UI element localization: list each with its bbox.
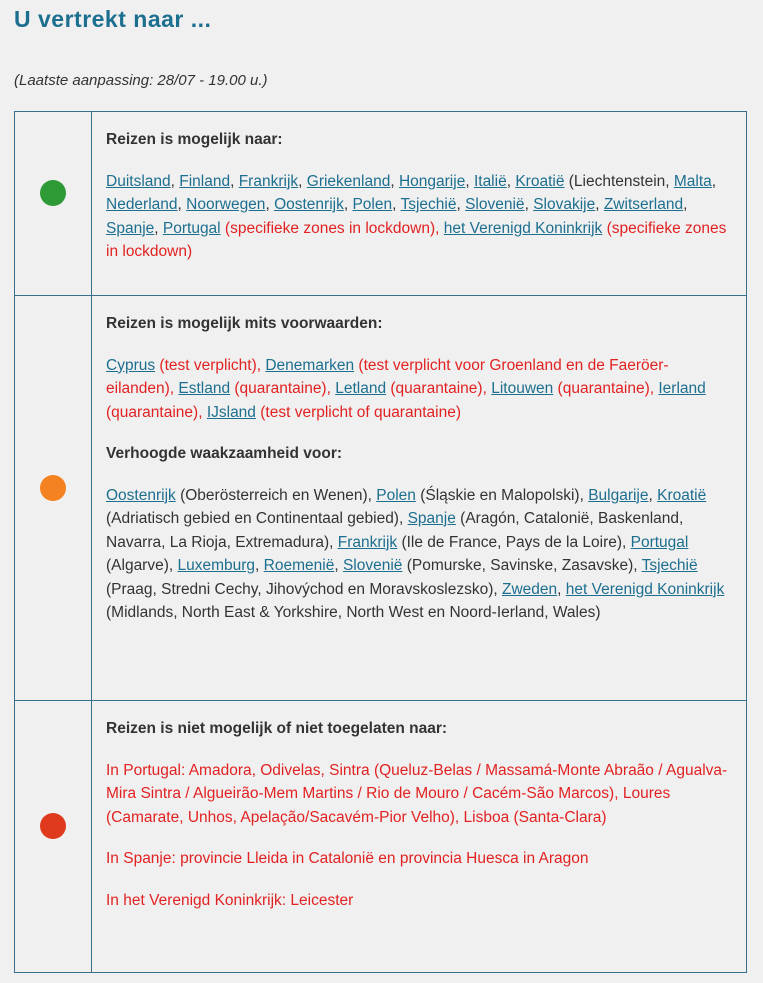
region-text: , <box>524 196 534 213</box>
country-link[interactable]: Spanje <box>106 219 155 237</box>
region-text: (Oberösterreich en Wenen), <box>175 486 377 504</box>
region-text: (Ile de France, Pays de la Loire), <box>397 533 631 551</box>
country-link[interactable]: Portugal <box>162 219 221 237</box>
region-text: , <box>392 196 401 213</box>
country-link[interactable]: Roemenië <box>263 557 335 574</box>
page-title: U vertrekt naar ... <box>14 6 212 32</box>
country-link[interactable]: het Verenigd Koninkrijk <box>565 580 725 598</box>
region-text: , <box>711 172 717 190</box>
country-link[interactable]: Portugal <box>630 533 689 551</box>
condition-note: (quarantaine), <box>230 380 336 397</box>
region-text: , <box>170 172 180 190</box>
region-text: (Pomurske, Savinske, Zasavske), <box>402 557 642 574</box>
region-text: , <box>334 557 343 574</box>
country-link[interactable]: Zweden <box>502 580 558 598</box>
country-link[interactable]: Nederland <box>106 196 178 213</box>
country-link[interactable]: Zwitserland <box>603 196 684 213</box>
country-link[interactable]: Slovenië <box>465 196 525 213</box>
region-text: , <box>456 196 466 213</box>
country-link[interactable]: Malta <box>673 172 712 190</box>
status-row-red <box>15 701 747 973</box>
country-link[interactable]: Slovenië <box>342 557 403 574</box>
country-link[interactable]: Oostenrijk <box>274 196 344 213</box>
region-text: , <box>230 172 239 190</box>
country-link[interactable]: Kroatië <box>515 172 565 190</box>
region-text: (Adriatisch gebied en Continentaal gebied), <box>106 510 408 527</box>
country-list <box>106 170 732 264</box>
red-dot-icon <box>40 813 66 839</box>
status-text-cell <box>92 296 747 701</box>
status-heading: Reizen is mogelijk naar: <box>106 131 283 148</box>
region-text: , <box>255 557 264 574</box>
region-text: , <box>265 196 275 213</box>
travel-status-table <box>14 111 747 973</box>
region-text: , <box>465 172 474 190</box>
status-row-orange <box>15 296 747 701</box>
region-text: , <box>390 172 399 190</box>
country-link[interactable]: Italië <box>473 172 507 190</box>
region-text: (Śląskie en Malopolski), <box>415 486 589 504</box>
condition-note: (test verplicht of quarantaine) <box>255 403 461 421</box>
region-text: , <box>648 486 658 504</box>
region-text: (Liechtenstein, <box>564 172 674 190</box>
region-text: (Aragón, Catalonië, Baskenland, Navarra, La Rioja, Extremadura), <box>106 510 684 551</box>
country-link[interactable]: Estland <box>178 380 231 397</box>
region-text: (Praag, Stredni Cechy, Jihovýchod en Moravskoslezsko), <box>106 580 502 598</box>
country-link[interactable]: Bulgarije <box>588 486 649 504</box>
country-link[interactable]: Oostenrijk <box>106 486 176 504</box>
region-text: , <box>506 172 516 190</box>
country-link[interactable]: Spanje <box>407 510 456 527</box>
condition-note: (quarantaine), <box>553 380 659 397</box>
country-link[interactable]: Frankrijk <box>238 172 299 190</box>
region-text: , <box>298 172 307 190</box>
country-link[interactable]: Letland <box>335 380 387 397</box>
status-heading: Reizen is niet mogelijk of niet toegelaten naar: <box>106 720 448 737</box>
blocked-region-portugal: In Portugal: Amadora, Odivelas, Sintra (Queluz-Belas / Massamá-Monte Abraão / Agualva-Mira Sintra / Algueirão-Mem Martins / Rio de Mouro / Cacém-São Marcos), Loures (Camarate, Unhos, Apelação/Sacavém-Pior Velho), Lisboa (Santa-Clara) <box>106 761 728 826</box>
country-link[interactable]: Tsjechië <box>641 557 698 574</box>
condition-note: (specifieke zones in lockdown), <box>220 219 444 237</box>
country-link[interactable]: Polen <box>376 486 416 504</box>
region-text: , <box>177 196 187 213</box>
country-link[interactable]: Griekenland <box>306 172 391 190</box>
condition-note: (quarantaine), <box>106 403 207 421</box>
country-link[interactable]: Finland <box>179 172 231 190</box>
status-indicator-cell <box>15 701 92 973</box>
country-link[interactable]: Duitsland <box>106 172 171 190</box>
status-subheading: Verhoogde waakzaamheid voor: <box>106 445 343 462</box>
country-link[interactable]: Denemarken <box>265 356 355 374</box>
country-link[interactable]: IJsland <box>206 403 256 421</box>
region-text: , <box>343 196 353 213</box>
country-list-vigilance <box>106 484 732 625</box>
green-dot-icon <box>40 180 66 206</box>
status-text-cell <box>92 112 747 296</box>
country-link[interactable]: Polen <box>352 196 393 213</box>
condition-note: (specifieke zones in lockdown) <box>106 219 727 260</box>
country-link[interactable]: het Verenigd Koninkrijk <box>443 219 603 237</box>
country-link[interactable]: Cyprus <box>106 356 156 374</box>
region-text: , <box>595 196 604 213</box>
country-link[interactable]: Luxemburg <box>177 557 256 574</box>
status-indicator-cell <box>15 296 92 701</box>
country-link[interactable]: Kroatië <box>657 486 707 504</box>
country-link[interactable]: Litouwen <box>491 380 554 397</box>
orange-dot-icon <box>40 475 66 501</box>
region-text: (Midlands, North East & Yorkshire, North West en Noord-Ierland, Wales) <box>106 604 601 621</box>
country-link[interactable]: Noorwegen <box>186 196 266 213</box>
country-link[interactable]: Frankrijk <box>337 533 398 551</box>
condition-note: (test verplicht), <box>155 356 266 374</box>
blocked-region-uk: In het Verenigd Koninkrijk: Leicester <box>106 891 354 909</box>
country-link[interactable]: Slovakije <box>533 196 596 213</box>
blocked-region-spain: In Spanje: provincie Lleida in Catalonië en provincia Huesca in Aragon <box>106 850 589 867</box>
region-text: , <box>154 219 163 237</box>
region-text: , <box>683 196 688 213</box>
condition-note: (test verplicht voor Groenland en de Faeröer-eilanden), <box>106 356 669 397</box>
region-text: , <box>557 580 566 598</box>
country-link[interactable]: Tsjechië <box>400 196 457 213</box>
status-indicator-cell <box>15 112 92 296</box>
status-row-green <box>15 112 747 296</box>
country-link[interactable]: Hongarije <box>398 172 466 190</box>
condition-note: (quarantaine), <box>386 380 492 397</box>
country-list <box>106 354 732 425</box>
status-heading: Reizen is mogelijk mits voorwaarden: <box>106 315 383 332</box>
country-link[interactable]: Ierland <box>658 380 706 397</box>
status-text-cell <box>92 701 747 973</box>
last-updated-note: (Laatste aanpassing: 28/07 - 19.00 u.) <box>14 72 268 89</box>
region-text: (Algarve), <box>106 557 178 574</box>
